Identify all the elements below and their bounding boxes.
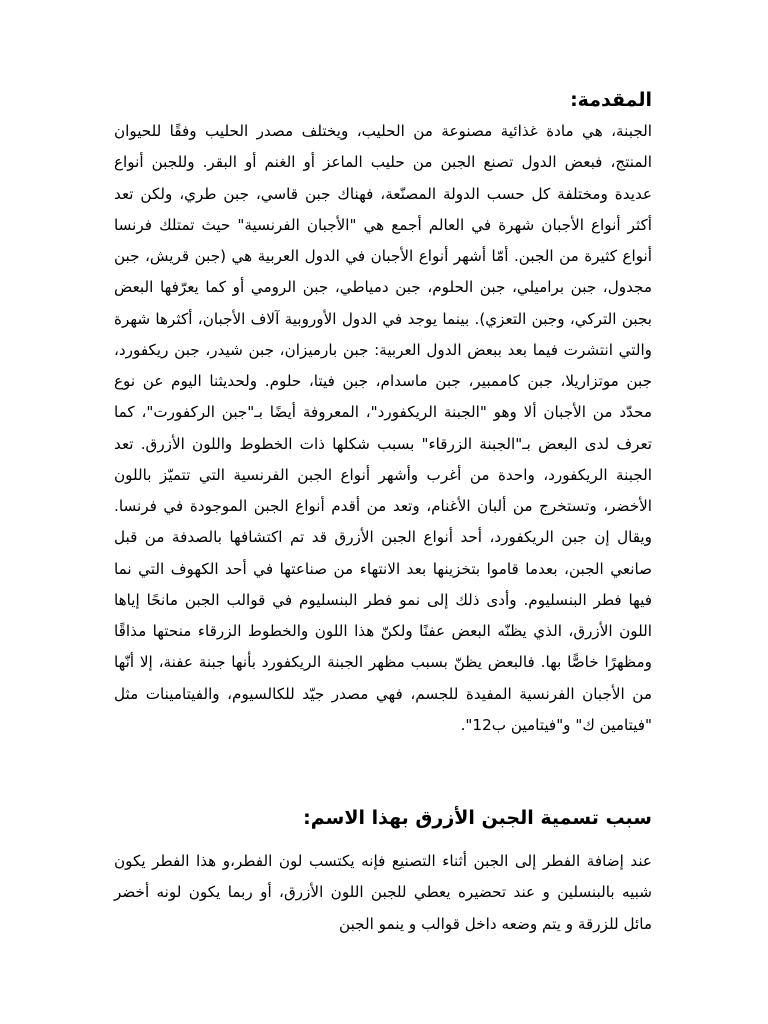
- naming-reason-heading: سبب تسمية الجبن الأزرق بهذا الاسم:: [303, 807, 652, 829]
- introduction-paragraph: الجبنة، هي مادة غذائية مصنوعة من الحليب، ويختلف مصدر الحليب وفقًا للحيوان المنتج، فبعض الدول تصنع الجبن من حليب الماعز أو الغنم أو البقر. وللجبن أنواع عديدة ومختلفة كل حسب الدولة المصنّعة، فهناك جبن قاسي، جبن طري، ولكن تعد أكثر أنواع الأجبان شهرة في العالم أجمع هي "الأجبان الفرنسية" حيث تمتلك فرنسا أنواع كثيرة من الجبن. أمّا أشهر أنواع الأجبان في الدول العربية هي (جبن قريش، جبن مجدول، جبن براميلي، جبن الحلوم، جبن دمياطي، جبن الرومي أو كما يعرّفها البعض بجبن التركي، وجبن التعزي). بينما يوجد في الدول الأوروبية آلاف الأجبان، أكثرها شهرة والتي انتشرت فيما بعد ببعض الدول العربية: جبن بارميزان، جبن شيدر، جبن ريكفورد، جبن موتزاريلا، جبن كاممبير، جبن ماسدام، جبن فيتا، حلوم. ولحديثنا اليوم عن نوع محدّد من الأجبان ألا وهو "الجبنة الريكفورد"، المعروفة أيضًا بـ"جبن الركفورت"، كما تعرف لدى البعض بـ"الجبنة الزرقاء" بسبب شكلها ذات الخطوط واللون الأزرق. تعد الجبنة الريكفورد، واحدة من أغرب وأشهر أنواع الجبن الفرنسية التي تتميّز باللون الأخضر، وتستخرج من ألبان الأغنام، وتعد من أقدم أنواع الجبن الموجودة في فرنسا. ويقال إن جبن الريكفورد، أحد أنواع الجبن الأزرق قد تم اكتشافها بالصدفة من قبل صانعي الجبن، بعدما قاموا بتخزينها بعد الانتهاء من صناعتها في أحد الكهوف التي نما فيها فطر البنسليوم. وأدى ذلك إلى نمو فطر البنسليوم في قوالب الجبن مانحًا إياها اللون الأزرق، الذي يظنّه البعض عفنًا ولكنّ هذا اللون والخطوط الزرقاء منحتها مذاقًا ومظهرًا خاصًّا بها. فالبعض يظنّ بسبب مظهر الجبنة الريكفورد بأنها جبنة عفنة، إلا أنّها من الأجبان الفرنسية المفيدة للجسم، فهي مصدر جيّد للكالسيوم، والفيتامينات مثل "فيتامين ك" و"فيتامين ب12".: [114, 122, 652, 734]
- introduction-heading: المقدمة:: [570, 89, 652, 111]
- naming-reason-paragraph: عند إضافة الفطر إلى الجبن أثناء التصنيع فإنه يكتسب لون الفطر،و هذا الفطر يكون شبيه بالبنسلين و عند تحضيره يعطي للجبن اللون الأزرق، أو ربما يكون لونه أخضر مائل للزرقة و يتم وضعه داخل قوالب و ينمو الجبن: [114, 852, 652, 933]
- document-page: [114, 0, 652, 1024]
